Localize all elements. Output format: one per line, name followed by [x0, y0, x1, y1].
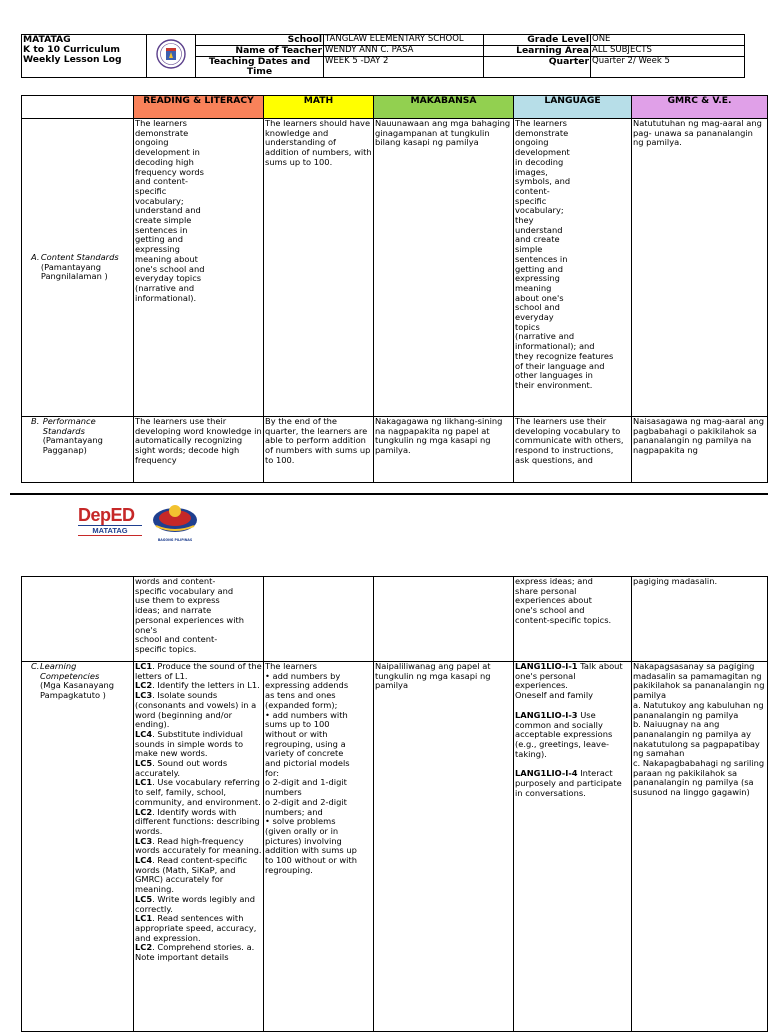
competency-code: LANG1LIO-I-1 — [515, 661, 578, 671]
row-b-letter: B. — [31, 416, 40, 426]
reading-competency-item — [135, 730, 262, 759]
competency-code: LC4 — [135, 855, 153, 866]
row-b2-label-cell — [22, 577, 134, 662]
competency-text: . Isolate sounds (consonants and vowels) in a word (beginning and/or ending). — [135, 690, 257, 730]
competency-code: LC2 — [135, 680, 153, 691]
competency-code: LC1 — [135, 777, 153, 788]
row-c-makabansa: Naipaliliwanag ang papel at tungkulin ng mga kasapi ng pamilya — [374, 662, 514, 1032]
row-a-makabansa: Nauunawaan ang mga bahaging ginagampanan at tungkulin bilang kasapi ng pamilya — [374, 119, 514, 417]
row-c-title: Learning Competencies — [40, 661, 100, 681]
competency-text: . Comprehend stories. a. Note important details — [135, 942, 255, 963]
teacher-value: WENDY ANN C. PASA — [324, 46, 484, 57]
competency-text: . Produce the sound of the letters of L1. — [135, 661, 262, 681]
row-c-reading — [134, 662, 264, 1032]
competency-text: . Read high-frequency words accurately for meaning. — [135, 835, 262, 856]
dates-label: Teaching Dates and Time — [196, 57, 324, 78]
quarter-label: Quarter — [484, 57, 591, 78]
row-learning-competencies — [22, 662, 768, 1032]
row-c-gmrc: Nakapagsasanay sa pagiging madasalin sa pamamagitan ng pakikilahok sa pananalangin ng pamilya a. Natutukoy ang kabuluhan ng pananalangin ng pamilya b. Naiuugnay na ang pananalangin ng pamilya ay nakatutulong sa pagpapatibay ng samahan c. Nakapagbabahagi ng sariling paraan ng pakikilahok sa pananalangin ng pamilya (sa susunod na linggo gagawin) — [632, 662, 768, 1032]
lesson-table — [21, 95, 768, 483]
row-c-subtitle: (Mga Kasanayang Pampagkatuto ) — [40, 680, 115, 701]
competency-code: LC4 — [135, 728, 153, 739]
reading-competency-item — [135, 895, 262, 914]
col-makabansa-header: MAKABANSA — [374, 96, 514, 119]
lesson-table-continued — [21, 576, 768, 1032]
competency-code: LC2 — [135, 806, 153, 817]
area-label: Learning Area — [484, 46, 591, 57]
competency-code: LC1 — [135, 661, 153, 671]
col-gmrc-header: GMRC & V.E. — [632, 96, 768, 119]
language-competency-item — [515, 662, 630, 701]
competency-code: LANG1LIO-I-4 — [515, 768, 578, 779]
grade-value: ONE — [591, 35, 745, 46]
page-separator — [10, 493, 768, 495]
competency-text: Interact purposely and participate in conversations. — [515, 768, 622, 798]
row-content-standards — [22, 119, 768, 417]
row-a-letter: A. — [31, 251, 40, 262]
row-b-gmrc: Naisasagawa ng mag-aaral ang pagbabahagi o pakikilahok sa pananalangin ng pamilya na nagpapakita ng — [632, 417, 768, 483]
row-b-makabansa: Nakagagawa ng likhang-sining na nagpapakita ng papel at tungkulin ng mga kasapi ng pamilya. — [374, 417, 514, 483]
row-c-letter: C. — [31, 661, 40, 671]
bagong-pilipinas-logo — [148, 500, 202, 542]
row-a-reading: The learners demonstrate ongoing development in decoding high frequency words and content- specific vocabulary; understand and create simple sentences in getting and expressing meaning about one's school and everyday topics (narrative and informational). — [134, 119, 264, 417]
curriculum-subtitle-1: K to 10 Curriculum — [23, 44, 120, 55]
language-competency-list — [515, 662, 630, 798]
language-competency-item — [515, 711, 630, 760]
reading-competency-list — [135, 662, 262, 963]
competency-text: Talk about one's personal experiences. Oneself and family — [515, 661, 623, 701]
reading-competency-item — [135, 691, 262, 730]
row-b2-reading: words and content- specific vocabulary and use them to express ideas; and narrate personal experiences with one's school and content- specific topics. — [134, 577, 264, 662]
header-table — [21, 34, 745, 78]
row-c-math: The learners • add numbers by expressing addends as tens and ones (expanded form); • add numbers with sums up to 100 without or with regrouping, using a variety of concrete and pictorial models for: o 2-digit and 1-digit numbers o 2-digit and 2-digit numbers; and • solve problems (given orally or in pictures) involving addition with sums up to 100 without or with regrouping. — [264, 662, 374, 1032]
curriculum-title: MATATAG — [23, 34, 71, 45]
row-performance-standards — [22, 417, 768, 483]
blank-header-cell — [22, 96, 134, 119]
dates-value: WEEK 5 -DAY 2 — [324, 57, 484, 78]
row-performance-standards-cont — [22, 577, 768, 662]
competency-text: . Substitute individual sounds in simple words to make new words. — [135, 728, 244, 759]
row-b-title: Performance Standards — [42, 416, 96, 436]
row-b2-makabansa — [374, 577, 514, 662]
competency-text: . Use vocabulary referring to self, family, school, community, and environment. — [135, 777, 261, 807]
competency-text: Use common and socially acceptable expressions (e.g., greetings, leave-taking). — [515, 709, 613, 759]
bagong-pilipinas-icon — [148, 500, 202, 534]
grade-label: Grade Level — [484, 35, 591, 46]
row-b-subtitle: (Pamantayang Pagganap) — [42, 435, 103, 456]
competency-text: . Sound out words accurately. — [135, 758, 228, 778]
row-b-reading: The learners use their developing word knowledge in automatically recognizing sight words; decode high frequency — [134, 417, 264, 483]
reading-competency-item — [135, 808, 262, 837]
deped-logo-text: DepED — [78, 505, 135, 525]
lesson-table-page2 — [21, 576, 767, 1032]
reading-competency-item — [135, 778, 262, 807]
header-block — [21, 34, 722, 78]
col-math-header: MATH — [264, 96, 374, 119]
deped-seal-icon — [156, 39, 186, 69]
matatag-logo-text: MATATAG — [78, 525, 142, 536]
reading-competency-item — [135, 759, 262, 778]
seal-cell — [147, 35, 196, 78]
subject-header-row — [22, 96, 768, 119]
bagong-pilipinas-text: BAGONG PILIPINAS — [157, 538, 193, 542]
competency-code: LC5 — [135, 893, 153, 904]
lesson-table-page1 — [21, 95, 767, 483]
col-reading-header: READING & LITERACY — [134, 96, 264, 119]
reading-competency-item — [135, 943, 262, 962]
row-b-math: By the end of the quarter, the learners are able to perform addition of numbers with sums up to 100. — [264, 417, 374, 483]
competency-code: LC5 — [135, 758, 153, 769]
curriculum-title-cell — [22, 35, 147, 78]
school-label: School — [196, 35, 324, 46]
row-c-language — [514, 662, 632, 1032]
competency-text: . Read content-specific words (Math, SiKaP, and GMRC) accurately for meaning. — [135, 855, 248, 895]
reading-competency-item — [135, 662, 262, 681]
teacher-label: Name of Teacher — [196, 46, 324, 57]
row-a-gmrc: Natututuhan ng mag-aaral ang pag- unawa sa pananalangin ng pamilya. — [632, 119, 768, 417]
reading-competency-item — [135, 914, 262, 943]
competency-text: . Write words legibly and correctly. — [135, 893, 256, 914]
deped-matatag-logo — [78, 506, 142, 542]
language-competency-item — [515, 769, 630, 798]
competency-text: . Read sentences with appropriate speed, accuracy, and expression. — [135, 913, 257, 943]
curriculum-subtitle-2: Weekly Lesson Log — [23, 54, 122, 65]
competency-code: LC3 — [135, 690, 153, 701]
col-language-header: LANGUAGE — [514, 96, 632, 119]
competency-code: LANG1LIO-I-3 — [515, 709, 578, 720]
row-c-label-cell — [22, 662, 134, 1032]
quarter-value: Quarter 2/ Week 5 — [591, 57, 745, 78]
row-a-language: The learners demonstrate ongoing development in decoding images, symbols, and content- specific vocabulary; they understand and create simple sentences in getting and expressing meaning about one's school and everyday topics (narrative and informational); and they recognize features of their language and other languages in their environment. — [514, 119, 632, 417]
row-b-label-cell — [22, 417, 134, 483]
competency-code: LC3 — [135, 835, 153, 846]
competency-text: . Identify words with different functions: describing words. — [135, 806, 260, 836]
row-b2-gmrc: pagiging madasalin. — [632, 577, 768, 662]
row-a-title: Content Standards — [40, 251, 119, 262]
competency-code: LC1 — [135, 913, 153, 924]
row-a-math: The learners should have knowledge and understanding of addition of numbers, with sums up to 100. — [264, 119, 374, 417]
row-b2-math — [264, 577, 374, 662]
area-value: ALL SUBJECTS — [591, 46, 745, 57]
school-value: TANGLAW ELEMENTARY SCHOOL — [324, 35, 484, 46]
reading-competency-item — [135, 856, 262, 895]
row-a-label-cell — [22, 119, 134, 417]
row-a-subtitle: (Pamantayang Pangnilalaman ) — [40, 261, 108, 282]
competency-code: LC2 — [135, 942, 153, 953]
row-b-language: The learners use their developing vocabulary to communicate with others, respond to instructions, ask questions, and — [514, 417, 632, 483]
reading-competency-item — [135, 837, 262, 856]
row-b2-language: express ideas; and share personal experiences about one's school and content-specific topics. — [514, 577, 632, 662]
competency-text: . Identify the letters in L1. — [152, 680, 260, 691]
